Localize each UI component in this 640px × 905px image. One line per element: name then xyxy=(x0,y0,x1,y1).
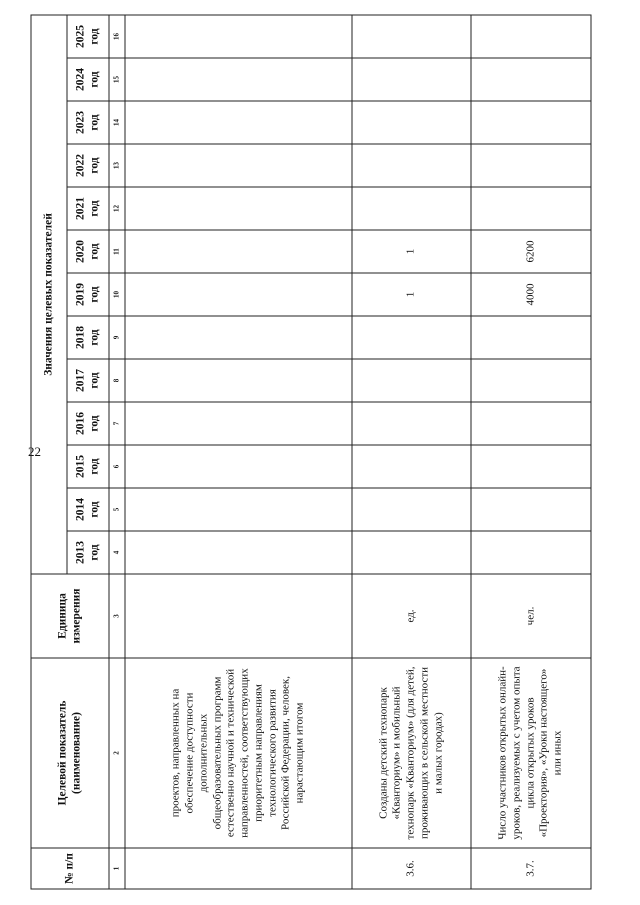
year-value xyxy=(352,144,471,187)
column-index-cell: 1 xyxy=(109,848,125,889)
year-value xyxy=(352,15,471,58)
year-value xyxy=(352,359,471,402)
year-value xyxy=(125,359,352,402)
year-value xyxy=(125,187,352,230)
header-year: 2016 год xyxy=(67,402,109,445)
header-year: 2019 год xyxy=(67,273,109,316)
column-index-cell: 16 xyxy=(109,15,125,58)
header-year: 2020 год xyxy=(67,230,109,273)
header-year: 2015 год xyxy=(67,445,109,488)
year-value: 1 xyxy=(352,273,471,316)
year-value xyxy=(352,316,471,359)
year-value xyxy=(352,488,471,531)
header-year: 2018 год xyxy=(67,316,109,359)
column-index-cell: 3 xyxy=(109,574,125,658)
year-value xyxy=(352,101,471,144)
year-value xyxy=(471,15,591,58)
table-row xyxy=(471,15,591,889)
column-index-cell: 9 xyxy=(109,316,125,359)
year-value xyxy=(471,187,591,230)
year-value xyxy=(471,316,591,359)
column-index-cell: 2 xyxy=(109,658,125,848)
indicator-name: Число участников открытых онлайн-уроков, реализуемых с учетом опыта цикла открытых уроков «Проектория», «Уроки настоящего» или иных xyxy=(471,658,591,848)
header-year: 2021 год xyxy=(67,187,109,230)
year-value xyxy=(125,230,352,273)
row-number xyxy=(125,848,352,889)
year-value xyxy=(352,402,471,445)
header-year: 2017 год xyxy=(67,359,109,402)
column-index-cell: 14 xyxy=(109,101,125,144)
header-unit: Единица измерения xyxy=(31,574,109,658)
year-value xyxy=(125,144,352,187)
header-year: 2022 год xyxy=(67,144,109,187)
column-index-cell: 4 xyxy=(109,531,125,574)
year-value xyxy=(125,531,352,574)
year-value xyxy=(125,316,352,359)
indicator-name: проектов, направленных на обеспечение доступности дополнительных общеобразовательных программ естественно научной и технической направленностей, соответствующих приоритетным направлениям технологического развития Российской Федерации, человек, нарастающим итогом xyxy=(125,658,352,848)
header-year: 2025 год xyxy=(67,15,109,58)
year-value xyxy=(471,101,591,144)
year-value xyxy=(471,402,591,445)
column-index-cell: 11 xyxy=(109,230,125,273)
year-value xyxy=(125,402,352,445)
table-row xyxy=(352,15,471,889)
year-value xyxy=(471,488,591,531)
column-index-cell: 7 xyxy=(109,402,125,445)
year-value xyxy=(125,445,352,488)
header-name: Целевой показатель (наименование) xyxy=(31,658,109,848)
year-value xyxy=(352,531,471,574)
indicator-name: Созданы детский технопарк «Кванториум» и мобильный технопарк «Кванториум» (для детей, проживающих в сельской местности и малых городах) xyxy=(352,658,471,848)
column-index-cell: 12 xyxy=(109,187,125,230)
year-value: 6200 xyxy=(471,230,591,273)
year-value xyxy=(471,144,591,187)
unit-of-measure xyxy=(125,574,352,658)
year-value xyxy=(471,359,591,402)
year-value xyxy=(471,58,591,101)
column-index-cell: 5 xyxy=(109,488,125,531)
year-value xyxy=(125,273,352,316)
header-values-group: Значения целевых показателей xyxy=(31,15,67,574)
header-num: № п/п xyxy=(31,848,109,889)
column-index-cell: 8 xyxy=(109,359,125,402)
column-index-cell: 13 xyxy=(109,144,125,187)
row-number: 3.6. xyxy=(352,848,471,889)
year-value xyxy=(471,531,591,574)
year-value xyxy=(352,58,471,101)
year-value xyxy=(125,488,352,531)
year-value: 1 xyxy=(352,230,471,273)
column-index-cell: 10 xyxy=(109,273,125,316)
unit-of-measure: чел. xyxy=(471,574,591,658)
year-value xyxy=(125,15,352,58)
table-row xyxy=(125,15,352,889)
column-index-row xyxy=(109,15,125,889)
page-number: 22 xyxy=(28,444,41,459)
year-value xyxy=(125,58,352,101)
header-year: 2023 год xyxy=(67,101,109,144)
year-value xyxy=(471,445,591,488)
year-value: 4000 xyxy=(471,273,591,316)
header-year: 2013 год xyxy=(67,531,109,574)
column-index-cell: 15 xyxy=(109,58,125,101)
year-value xyxy=(352,187,471,230)
row-number: 3.7. xyxy=(471,848,591,889)
unit-of-measure: ед. xyxy=(352,574,471,658)
year-value xyxy=(125,101,352,144)
header-year: 2024 год xyxy=(67,58,109,101)
column-index-cell: 6 xyxy=(109,445,125,488)
rotated-table-container xyxy=(30,15,610,890)
target-indicators-table xyxy=(30,14,591,889)
header-year: 2014 год xyxy=(67,488,109,531)
year-value xyxy=(352,445,471,488)
